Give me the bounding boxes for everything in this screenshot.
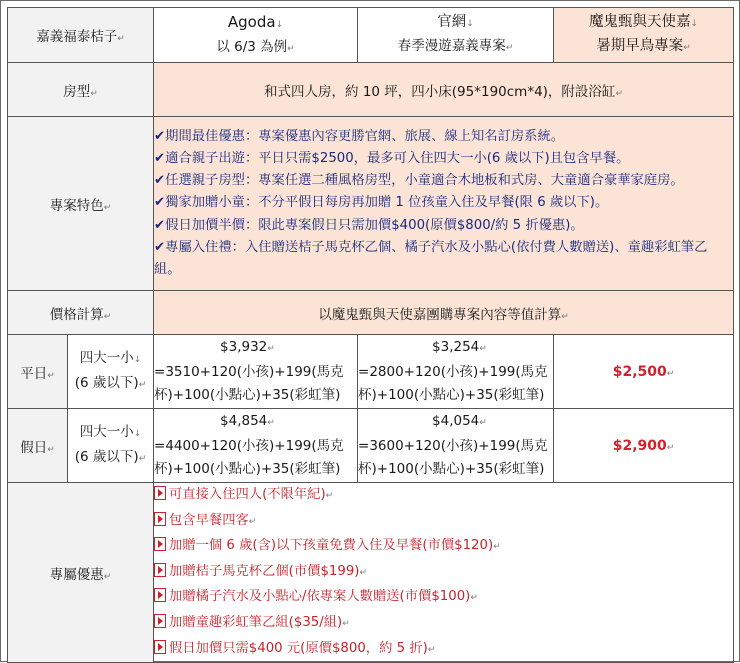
feature-item: ✔獨家加贈小童：不分平假日每房再加贈 1 位孩童入住及早餐(限 6 歲以下)。 <box>154 195 609 211</box>
play-bullet-icon <box>154 614 166 628</box>
price-total: $4,054 <box>432 413 480 429</box>
occupancy-age: (6 歲以下) <box>74 448 139 465</box>
play-bullet-icon <box>154 537 166 551</box>
weekday-row <box>8 335 734 409</box>
holiday-special-price: $2,900↵ <box>554 409 734 483</box>
agoda-title: Agoda <box>227 12 276 31</box>
perks-label-cell: 專屬優惠↵ <box>8 483 154 663</box>
perk-item: 包含早餐四客↵ <box>154 509 733 535</box>
features-row <box>8 117 734 291</box>
feature-item: ✔期間最佳優惠：專案優惠內容更勝官網、旅展、線上知名訂房系統。 <box>154 128 565 144</box>
play-bullet-icon <box>154 640 166 654</box>
official-subtitle: 春季漫遊嘉義專案 <box>397 38 506 54</box>
calc-label-cell: 價格計算↵ <box>8 291 154 335</box>
price-formula: 杯)+100(小點心)+35(彩虹筆) <box>358 461 545 477</box>
features-list <box>154 117 734 291</box>
perk-item: 加贈童趣彩虹筆乙組($35/組)↵ <box>154 611 733 637</box>
price-formula: 杯)+100(小點心)+35(彩虹筆) <box>154 461 341 477</box>
weekday-label-cell: 平日↵ <box>8 335 68 409</box>
play-bullet-icon <box>154 512 166 526</box>
room-description: 和式四人房，約 10 坪，四小床(95*190cm*4)，附設浴缸 <box>264 83 616 100</box>
calc-description: 以魔鬼甄與天使嘉團購專案內容等值計算 <box>318 306 562 323</box>
comparison-table <box>7 7 734 663</box>
room-row <box>8 63 734 117</box>
perks-label: 專屬優惠 <box>49 566 104 583</box>
calc-desc-cell: 以魔鬼甄與天使嘉團購專案內容等值計算↵ <box>154 291 734 335</box>
occupancy-line: 四大一小 <box>79 423 134 440</box>
holiday-official-price: $4,054↵ =3600+120(小孩)+199(馬克 杯)+100(小點心)+35(彩虹筆) <box>358 409 554 483</box>
room-label: 房型 <box>63 83 91 100</box>
price-total: $3,932 <box>220 339 268 355</box>
price-formula: =2800+120(小孩)+199(馬克 <box>358 364 548 380</box>
calc-row <box>8 291 734 335</box>
price-formula: =3600+120(小孩)+199(馬克 <box>358 438 548 454</box>
header-row <box>8 8 734 63</box>
weekday-official-price: $3,254↵ =2800+120(小孩)+199(馬克 杯)+100(小點心)+35(彩虹筆) <box>358 335 554 409</box>
price-formula: =3510+120(小孩)+199(馬克 <box>154 364 344 380</box>
perk-item: 加贈桔子馬克杯乙個(市價$199)↵ <box>154 560 733 586</box>
feature-item: ✔適合親子出遊：平日只需$2500，最多可入住四大一小(6 歲以下)且包含早餐。 <box>154 150 630 166</box>
price-formula: 杯)+100(小點心)+35(彩虹筆) <box>154 387 341 403</box>
perk-item: 加贈一個 6 歲(含)以下孩童免費入住及早餐(市價$120)↵ <box>154 534 733 560</box>
hotel-name: 嘉義福泰桔子 <box>36 29 118 45</box>
weekday-occupancy: 四大一小↓ (6 歲以下)↵ <box>68 335 154 409</box>
holiday-row <box>8 409 734 483</box>
special-header: 魔鬼甄與天使嘉↓ 暑期早鳥專案↵ <box>554 8 734 63</box>
holiday-label: 假日 <box>20 439 48 456</box>
occupancy-line: 四大一小 <box>79 349 134 366</box>
special-title: 魔鬼甄與天使嘉 <box>588 14 691 30</box>
price-total: $4,854 <box>220 413 268 429</box>
official-title: 官網 <box>437 14 467 30</box>
perk-item: 加贈橘子汽水及小點心/依專案人數贈送(市價$100)↵ <box>154 585 733 611</box>
perk-item: 假日加價只需$400 元(原價$800，約 5 折)↵ <box>154 637 733 663</box>
feature-item: ✔專屬入住禮：入住贈送桔子馬克杯乙個、橘子汽水及小點心(依付費人數贈送)、童趣彩虹筆乙組。 <box>154 239 708 277</box>
special-subtitle: 暑期早鳥專案 <box>596 38 684 54</box>
weekday-special-price: $2,500↵ <box>554 335 734 409</box>
price-formula: 杯)+100(小點心)+35(彩虹筆) <box>358 387 545 403</box>
play-bullet-icon <box>154 486 166 500</box>
feature-item: ✔假日加價半價：限此專案假日只需加價$400(原價$800/約 5 折優惠)。 <box>154 217 584 233</box>
official-header: 官網↓ 春季漫遊嘉義專案↵ <box>358 8 554 63</box>
feature-item: ✔任選親子房型：專案任選二種風格房型，小童適合木地板和式房、大童適合豪華家庭房。 <box>154 173 684 189</box>
perk-item: 可直接入住四人(不限年紀)↵ <box>154 483 733 509</box>
perks-list <box>154 483 734 663</box>
holiday-agoda-price: $4,854↵ =4400+120(小孩)+199(馬克 杯)+100(小點心)+35(彩虹筆) <box>154 409 358 483</box>
features-label: 專案特色 <box>49 197 104 214</box>
room-desc-cell: 和式四人房，約 10 坪，四小床(95*190cm*4)，附設浴缸↵ <box>154 63 734 117</box>
agoda-subtitle: 以 6/3 為例 <box>216 38 288 55</box>
calc-label: 價格計算 <box>49 306 104 323</box>
weekday-agoda-price: $3,932↵ =3510+120(小孩)+199(馬克 杯)+100(小點心)+35(彩虹筆) <box>154 335 358 409</box>
play-bullet-icon <box>154 563 166 577</box>
holiday-occupancy: 四大一小↓ (6 歲以下)↵ <box>68 409 154 483</box>
special-price-value: $2,500 <box>612 363 667 380</box>
perks-row <box>8 483 734 663</box>
agoda-header: Agoda↓ 以 6/3 為例↵ <box>154 8 358 63</box>
features-label-cell: 專案特色↵ <box>8 117 154 291</box>
occupancy-age: (6 歲以下) <box>74 374 139 391</box>
weekday-label: 平日 <box>20 365 48 382</box>
holiday-label-cell: 假日↵ <box>8 409 68 483</box>
corner-cell: 嘉義福泰桔子↵ <box>8 8 154 63</box>
room-label-cell: 房型↵ <box>8 63 154 117</box>
play-bullet-icon <box>154 588 166 602</box>
price-total: $3,254 <box>432 339 480 355</box>
special-price-value: $2,900 <box>612 437 667 454</box>
price-formula: =4400+120(小孩)+199(馬克 <box>154 438 344 454</box>
